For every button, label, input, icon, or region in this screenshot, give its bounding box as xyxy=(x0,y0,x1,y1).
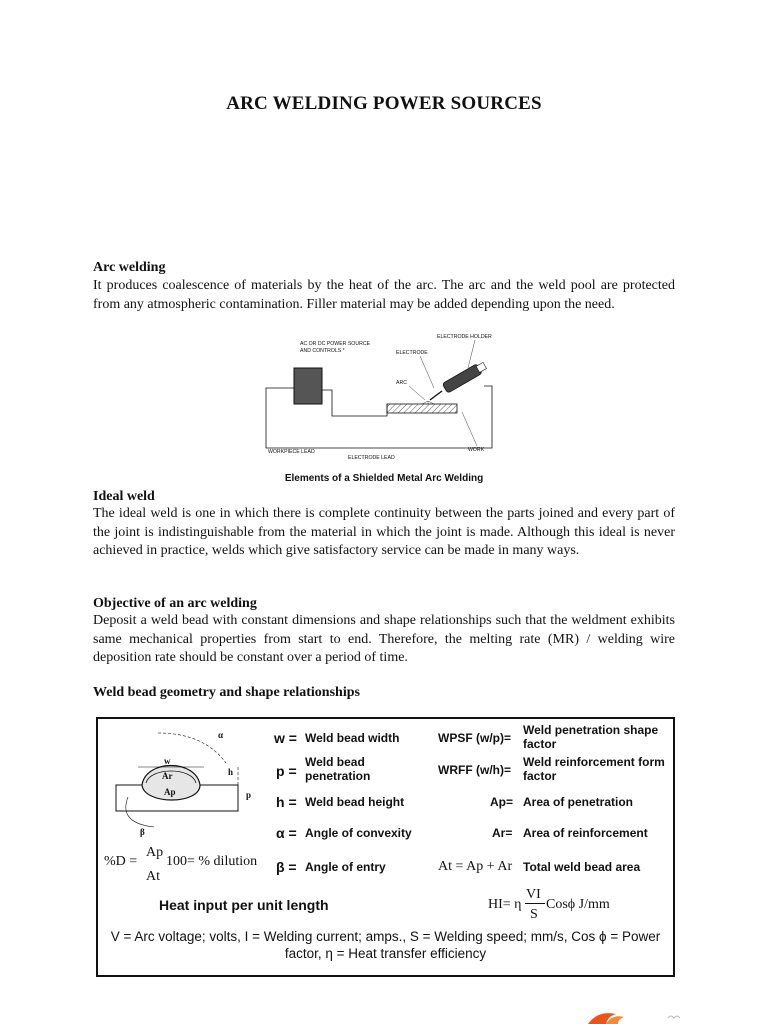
desc-beta: Angle of entry xyxy=(305,860,386,874)
heading-weld-bead-geometry: Weld bead geometry and shape relationships xyxy=(93,685,360,700)
desc-p: Weld bead penetration xyxy=(305,755,371,783)
label-alpha: α xyxy=(218,730,224,740)
label-w: w xyxy=(164,756,171,766)
page-title: ARC WELDING POWER SOURCES xyxy=(226,93,542,114)
desc-ar: Area of reinforcement xyxy=(523,826,648,840)
label-work: WORK xyxy=(468,447,485,453)
label-h: h xyxy=(228,767,234,777)
paragraph-objective: Deposit a weld bead with constant dimensions and shape relationships such that the weldment exhibits same mechanical properties from start to end. Therefore, the melting rate (MR) / welding wire deposition rate should be constant over a period of time. xyxy=(93,613,675,666)
sym-ap: Ap= xyxy=(490,795,514,809)
heat-formula-numerator: VI xyxy=(526,887,541,902)
paragraph-ideal-weld: The ideal weld is one in which there is complete continuity between the parts joined and every part of the joint is indistinguishable from the material in which the joint is made. Although this ideal is never achieved in practice, welds which give satisfactory service can be made in many ways. xyxy=(93,506,675,559)
desc-h: Weld bead height xyxy=(305,795,405,809)
paragraph-arc-welding: It produces coalescence of materials by the heat of the arc. The arc and the weld pool are protected from any atmospheric contamination. Filler material may be added depending upon the need. xyxy=(93,278,675,312)
legend-line-1: V = Arc voltage; volts, I = Welding current; amps., S = Welding speed; mm/s, Cos ϕ = Power xyxy=(110,929,661,944)
legend-line-2: factor, η = Heat transfer efficiency xyxy=(284,946,487,961)
sym-beta: β = xyxy=(276,859,297,875)
label-beta: β xyxy=(140,827,145,837)
sym-h: h = xyxy=(276,794,297,810)
sym-ar: Ar= xyxy=(492,826,513,840)
weld-bead-diagram xyxy=(108,727,276,839)
sym-w: w = xyxy=(274,730,297,746)
label-electrode: ELECTRODE xyxy=(396,350,428,356)
electrode-holder xyxy=(442,361,487,394)
heading-ideal-weld: Ideal weld xyxy=(93,489,155,504)
label-p: p xyxy=(246,790,252,800)
label-power-source: AC OR DC POWER SOURCE xyxy=(300,341,371,347)
heading-objective: Objective of an arc welding xyxy=(93,596,257,611)
heat-formula-rhs: Cosϕ J/mm xyxy=(546,897,610,912)
heat-formula-bar xyxy=(525,903,545,904)
label-electrode-lead: ELECTRODE LEAD xyxy=(348,455,395,461)
dilution-denominator: At xyxy=(146,869,160,884)
label-ap: Ap xyxy=(164,787,176,797)
dilution-lhs: %D = xyxy=(104,854,138,869)
heading-arc-welding: Arc welding xyxy=(93,260,166,275)
brand-logo xyxy=(568,1004,768,1024)
label-electrode-holder: ELECTRODE HOLDER xyxy=(437,334,492,340)
label-workpiece-lead: WORKPIECE LEAD xyxy=(268,449,315,455)
dilution-numerator: Ap xyxy=(146,845,164,860)
power-source-box xyxy=(294,368,322,404)
heat-input-label: Heat input per unit length xyxy=(159,897,329,913)
label-ar: Ar xyxy=(162,771,173,781)
sym-alpha: α = xyxy=(276,825,297,841)
desc-wrff: Weld reinforcement form factor xyxy=(523,755,665,783)
sym-total-area: At = Ap + Ar xyxy=(438,859,513,874)
sym-wpsf: WPSF (w/p)= xyxy=(438,731,511,745)
desc-total-area: Total weld bead area xyxy=(523,860,641,874)
heat-formula-denominator: S xyxy=(530,907,538,922)
sym-wrff: WRFF (w/h)= xyxy=(438,763,511,777)
dilution-rhs: 100= % dilution xyxy=(166,854,258,869)
smaw-diagram xyxy=(262,328,506,464)
weld-geometry-box xyxy=(96,717,675,977)
heat-formula-lhs: HI= η xyxy=(488,897,522,912)
legend xyxy=(102,928,669,962)
label-power-source-2: AND CONTROLS * xyxy=(300,348,345,354)
desc-w: Weld bead width xyxy=(305,731,400,745)
desc-alpha: Angle of convexity xyxy=(305,826,412,840)
sym-p: p = xyxy=(276,763,297,779)
label-arc: ARC xyxy=(396,380,407,386)
desc-wpsf: Weld penetration shape factor xyxy=(523,723,659,751)
workpiece xyxy=(387,404,457,413)
figure-caption: Elements of a Shielded Metal Arc Welding xyxy=(284,473,484,484)
desc-ap: Area of penetration xyxy=(523,795,634,809)
